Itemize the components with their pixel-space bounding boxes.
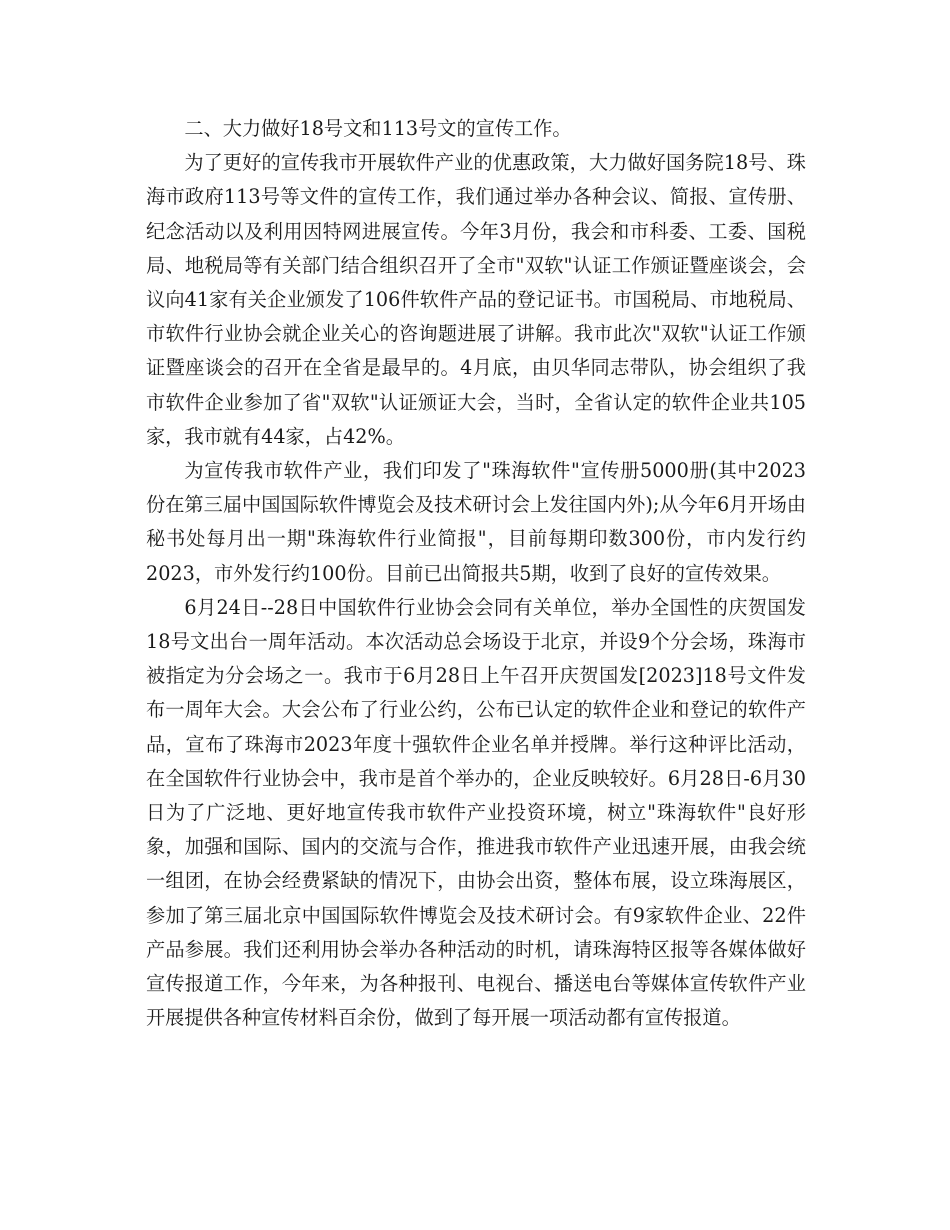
paragraph-publicity-policy: 为了更好的宣传我市开展软件产业的优惠政策，大力做好国务院18号、珠海市政府113号等文件的宣传工作，我们通过举办各种会议、简报、宣传册、纪念活动以及利用因特网进展宣传。今年3月份，我会和市科委、工委、国税局、地税局等有关部门结合组织召开了全市"双软"认证工作颁证暨座谈会，会议向41家有关企业颁发了106件软件产品的登记证书。市国税局、市地税局、市软件行业协会就企业关心的咨询题进展了讲解。我市此次"双软"认证工作颁证暨座谈会的召开在全省是最早的。4月底，由贝华同志带队，协会组织了我市软件企业参加了省"双软"认证颁证大会，当时，全省认定的软件企业共105家，我市就有44家，占42%。 bbox=[146, 151, 806, 448]
section-heading: 二、大力做好18号文和113号文的宣传工作。 bbox=[184, 117, 572, 140]
document-body bbox=[146, 112, 806, 1035]
paragraph-anniversary-expo: 6月24日--28日中国软件行业协会会同有关单位，举办全国性的庆贺国发18号文出台一周年活动。本次活动总会场设于北京，并设9个分会场，珠海市被指定为分会场之一。我市于6月28日上午召开庆贺国发[2023]18号文件发布一周年大会。大会公布了行业公约，公布已认定的软件企业和登记的软件产品，宣布了珠海市2023年度十强软件企业名单并授牌。举行这种评比活动，在全国软件行业协会中，我市是首个举办的，企业反映较好。6月28日-6月30日为了广泛地、更好地宣传我市软件产业投资环境，树立"珠海软件"良好形象，加强和国际、国内的交流与合作，推进我市软件产业迅速开展，由我会统一组团，在协会经费紧缺的情况下，由协会出资，整体布展，设立珠海展区，参加了第三届北京中国国际软件博览会及技术研讨会。有9家软件企业、22件产品参展。我们还利用协会举办各种活动的时机，请珠海特区报等各媒体做好宣传报道工作，今年来，为各种报刊、电视台、播送电台等媒体宣传软件产业开展提供各种宣传材料百余份，做到了每开展一项活动都有宣传报道。 bbox=[146, 595, 806, 1030]
paragraph-brochure-bulletin: 为宣传我市软件产业，我们印发了"珠海软件"宣传册5000册(其中2023份在第三届中国国际软件博览会及技术研讨会上发往国内外);从今年6月开场由秘书处每月出一期"珠海软件行业简报"，目前每期印数300份，市内发行约2023，市外发行约100份。目前已出简报共5期，收到了良好的宣传效果。 bbox=[146, 459, 806, 585]
